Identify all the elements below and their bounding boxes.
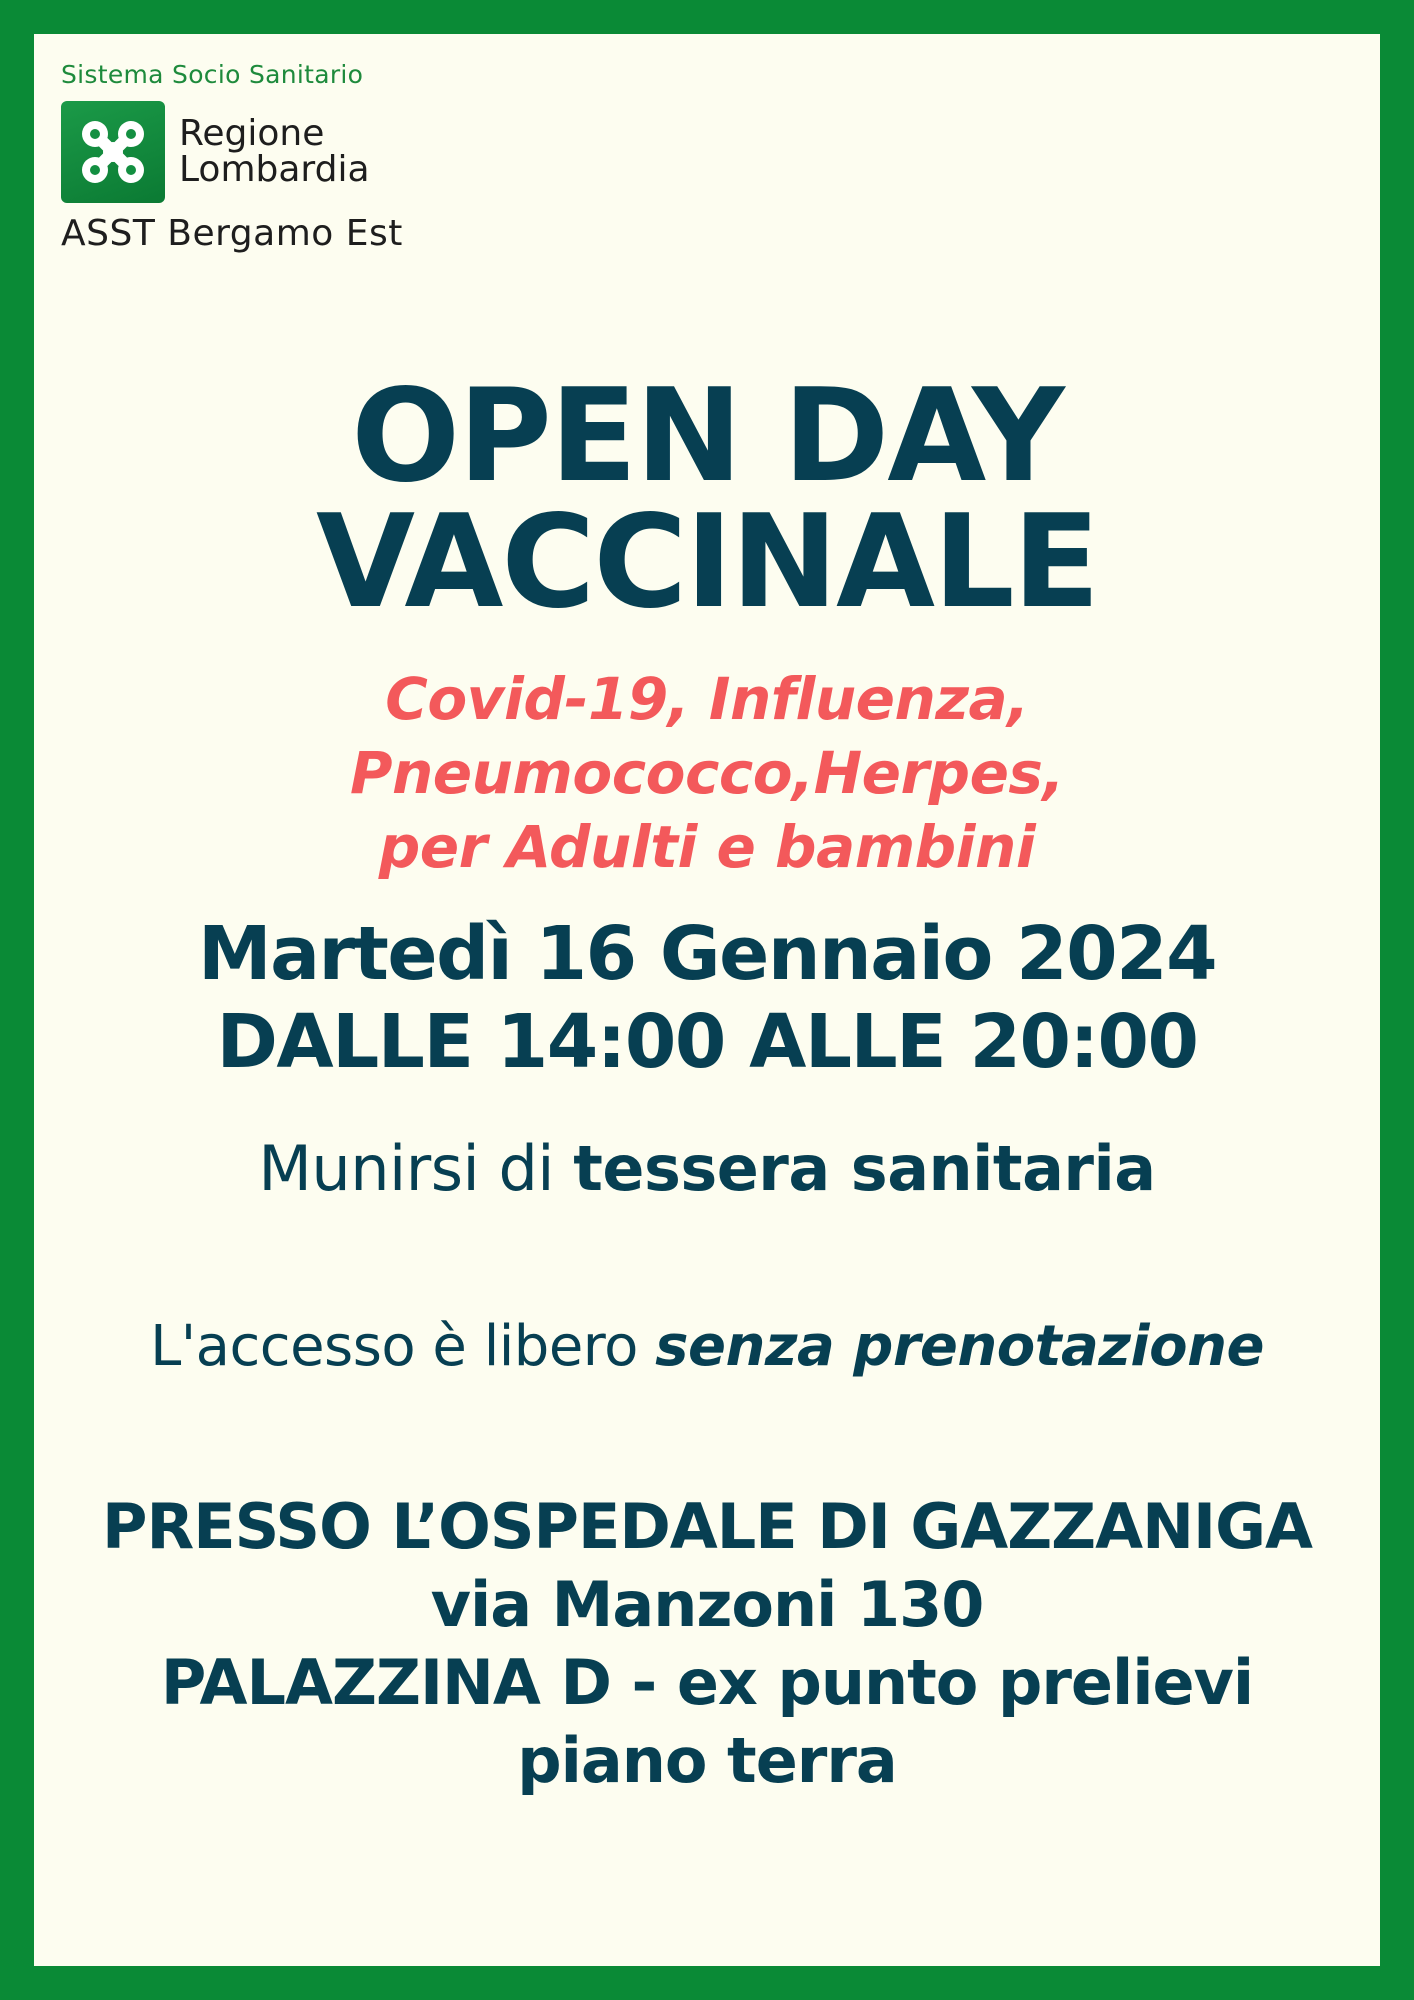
access-highlight: senza prenotazione	[655, 1314, 1264, 1379]
logo-system-label: Sistema Socio Sanitario	[61, 60, 364, 89]
page-title	[34, 362, 1380, 637]
vaccine-list-line3: per Adulti e bambini	[378, 813, 1036, 881]
regione-lombardia-rose-icon	[61, 101, 165, 203]
access-prefix: L'accesso è libero	[150, 1314, 638, 1379]
requirement-note	[34, 1132, 1380, 1205]
title-line2: VACCINALE	[315, 488, 1099, 637]
logo-org-name: ASST Bergamo Est	[61, 213, 403, 254]
event-date: Martedì 16 Gennaio 2024	[197, 911, 1217, 997]
logo-region-name	[179, 113, 370, 190]
logo-region-line1: Regione	[179, 113, 325, 154]
requirement-prefix: Munirsi di	[258, 1132, 555, 1205]
logo-row	[61, 101, 403, 203]
location-line1: PRESSO L’OSPEDALE DI GAZZANIGA	[102, 1490, 1312, 1563]
title-line1: OPEN DAY	[351, 362, 1063, 511]
poster	[34, 34, 1380, 1966]
event-location	[34, 1488, 1380, 1800]
access-note	[34, 1314, 1380, 1379]
vaccine-list-line1: Covid-19, Influenza,	[385, 665, 1029, 733]
location-line4: piano terra	[517, 1724, 897, 1797]
event-schedule	[34, 910, 1380, 1086]
org-logo	[61, 60, 403, 254]
vaccine-list	[34, 662, 1380, 884]
event-time: DALLE 14:00 ALLE 20:00	[216, 999, 1198, 1085]
logo-region-line2: Lombardia	[179, 149, 370, 190]
vaccine-list-line2: Pneumococco,Herpes,	[350, 739, 1064, 807]
requirement-highlight: tessera sanitaria	[573, 1132, 1156, 1205]
location-line2: via Manzoni 130	[430, 1568, 984, 1641]
location-line3: PALAZZINA D - ex punto prelievi	[160, 1646, 1254, 1719]
